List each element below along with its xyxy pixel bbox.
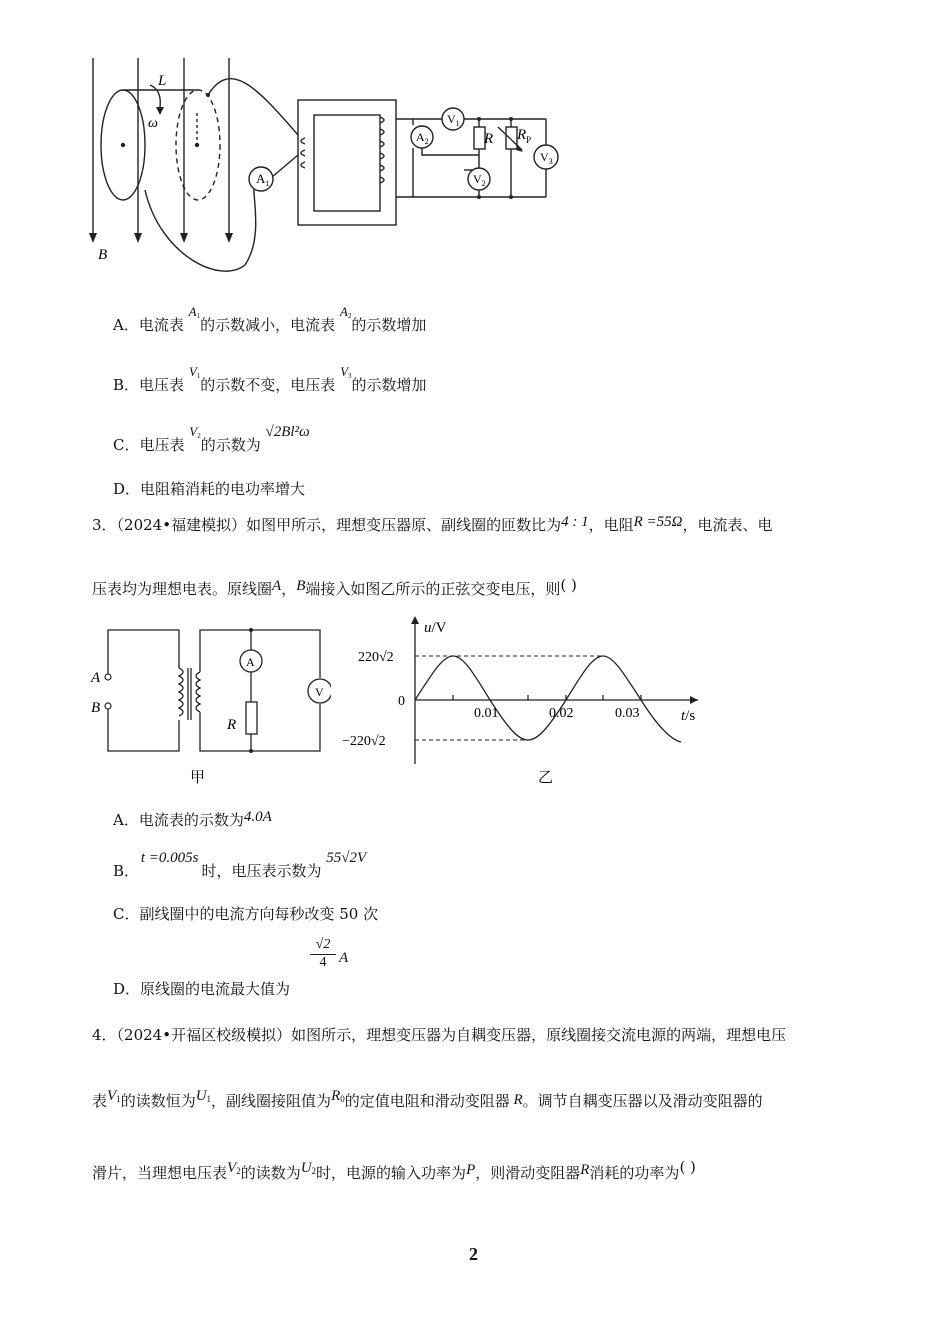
q2-option-b[interactable]: B．电压表 $V_1$的示数不变，电压表 $V_3$的示数增加 <box>113 364 427 394</box>
figure-caption-jia: 甲 <box>190 770 206 786</box>
q4-stem-line2: 表$V_1$的读数恒为$U_1$，副线圈接阻值为$R_0$的定值电阻和滑动变阻器 R。调节自耦变压器以及滑动变阻器的 <box>92 1088 763 1110</box>
page-number: 2 <box>469 1244 478 1264</box>
resistor-r-label: R <box>227 717 237 733</box>
q2-option-d[interactable]: D．电阻箱消耗的电功率增大 <box>113 480 306 498</box>
x-tick-001: 0.01 <box>474 706 499 721</box>
voltmeter-v3-label: $V_3$ <box>540 150 553 166</box>
voltmeter-v2-label: $V_2$ <box>473 172 486 188</box>
voltmeter-label: V <box>315 685 324 699</box>
terminal-a-label: A <box>91 670 101 686</box>
q3-option-b[interactable]: B． t =0.005s时，电压表示数为 55√2V <box>113 850 367 880</box>
label-R: R <box>484 131 494 147</box>
x-tick-003: 0.03 <box>615 706 640 721</box>
terminal-b-label: B <box>91 700 101 716</box>
circuit-figure-jia <box>86 620 331 790</box>
q3-option-c[interactable]: C．副线圈中的电流方向每秒改变 50 次 <box>113 905 379 923</box>
x-tick-002: 0.02 <box>549 706 574 721</box>
y-tick-neg: −220√2 <box>342 734 386 749</box>
y-axis-label: u/V <box>424 620 447 636</box>
q2-option-c[interactable]: C．电压表 $V_2$的示数为 √2Bl²ω <box>113 424 310 454</box>
generator-transformer-figure <box>80 55 570 280</box>
q3-stem-line1: 3．（2024•福建模拟）如图甲所示，理想变压器原、副线圈的匝数比为4 : 1，电阻R =55Ω，电流表、电 <box>92 514 773 534</box>
q3-option-a[interactable]: A．电流表的示数为4.0A <box>113 809 272 829</box>
y-tick-zero: 0 <box>398 694 405 709</box>
label-L: L <box>158 73 167 89</box>
q4-stem-line3: 滑片，当理想电压表$V_2$的读数为$U_2$时，电源的输入功率为P，则滑动变阻器R消耗的功率为( ) <box>92 1158 696 1182</box>
q3-option-d-fraction: √2 4 <box>310 937 336 971</box>
q3-stem-line2: 压表均为理想电表。原线圈A，B端接入如图乙所示的正弦交变电压，则( ) <box>92 576 577 598</box>
label-Rp: $R_P$ <box>517 127 532 145</box>
ammeter-a1-label: $A_1$ <box>256 171 270 188</box>
figure-caption-yi: 乙 <box>538 770 554 786</box>
q3-option-d-unit: A <box>339 950 349 966</box>
q4-stem-line1: 4．（2024•开福区校级模拟）如图所示，理想变压器为自耦变压器，原线圈接交流电源的两端，理想电压 <box>92 1026 787 1044</box>
label-omega: ω <box>148 116 158 131</box>
voltmeter-v1-label: $V_1$ <box>447 112 460 128</box>
ammeter-label: A <box>246 655 255 669</box>
voltage-waveform-figure-yi <box>338 614 710 792</box>
y-tick-pos: 220√2 <box>358 650 394 665</box>
x-axis-label: t/s <box>681 708 696 724</box>
q2-option-a[interactable]: A．电流表 $A_1$的示数减小，电流表 $A_2$的示数增加 <box>113 304 427 334</box>
q3-option-d[interactable]: D．原线圈的电流最大值为 <box>113 980 291 998</box>
label-B: B <box>98 247 108 263</box>
ammeter-a2-label: $A_2$ <box>416 130 429 146</box>
